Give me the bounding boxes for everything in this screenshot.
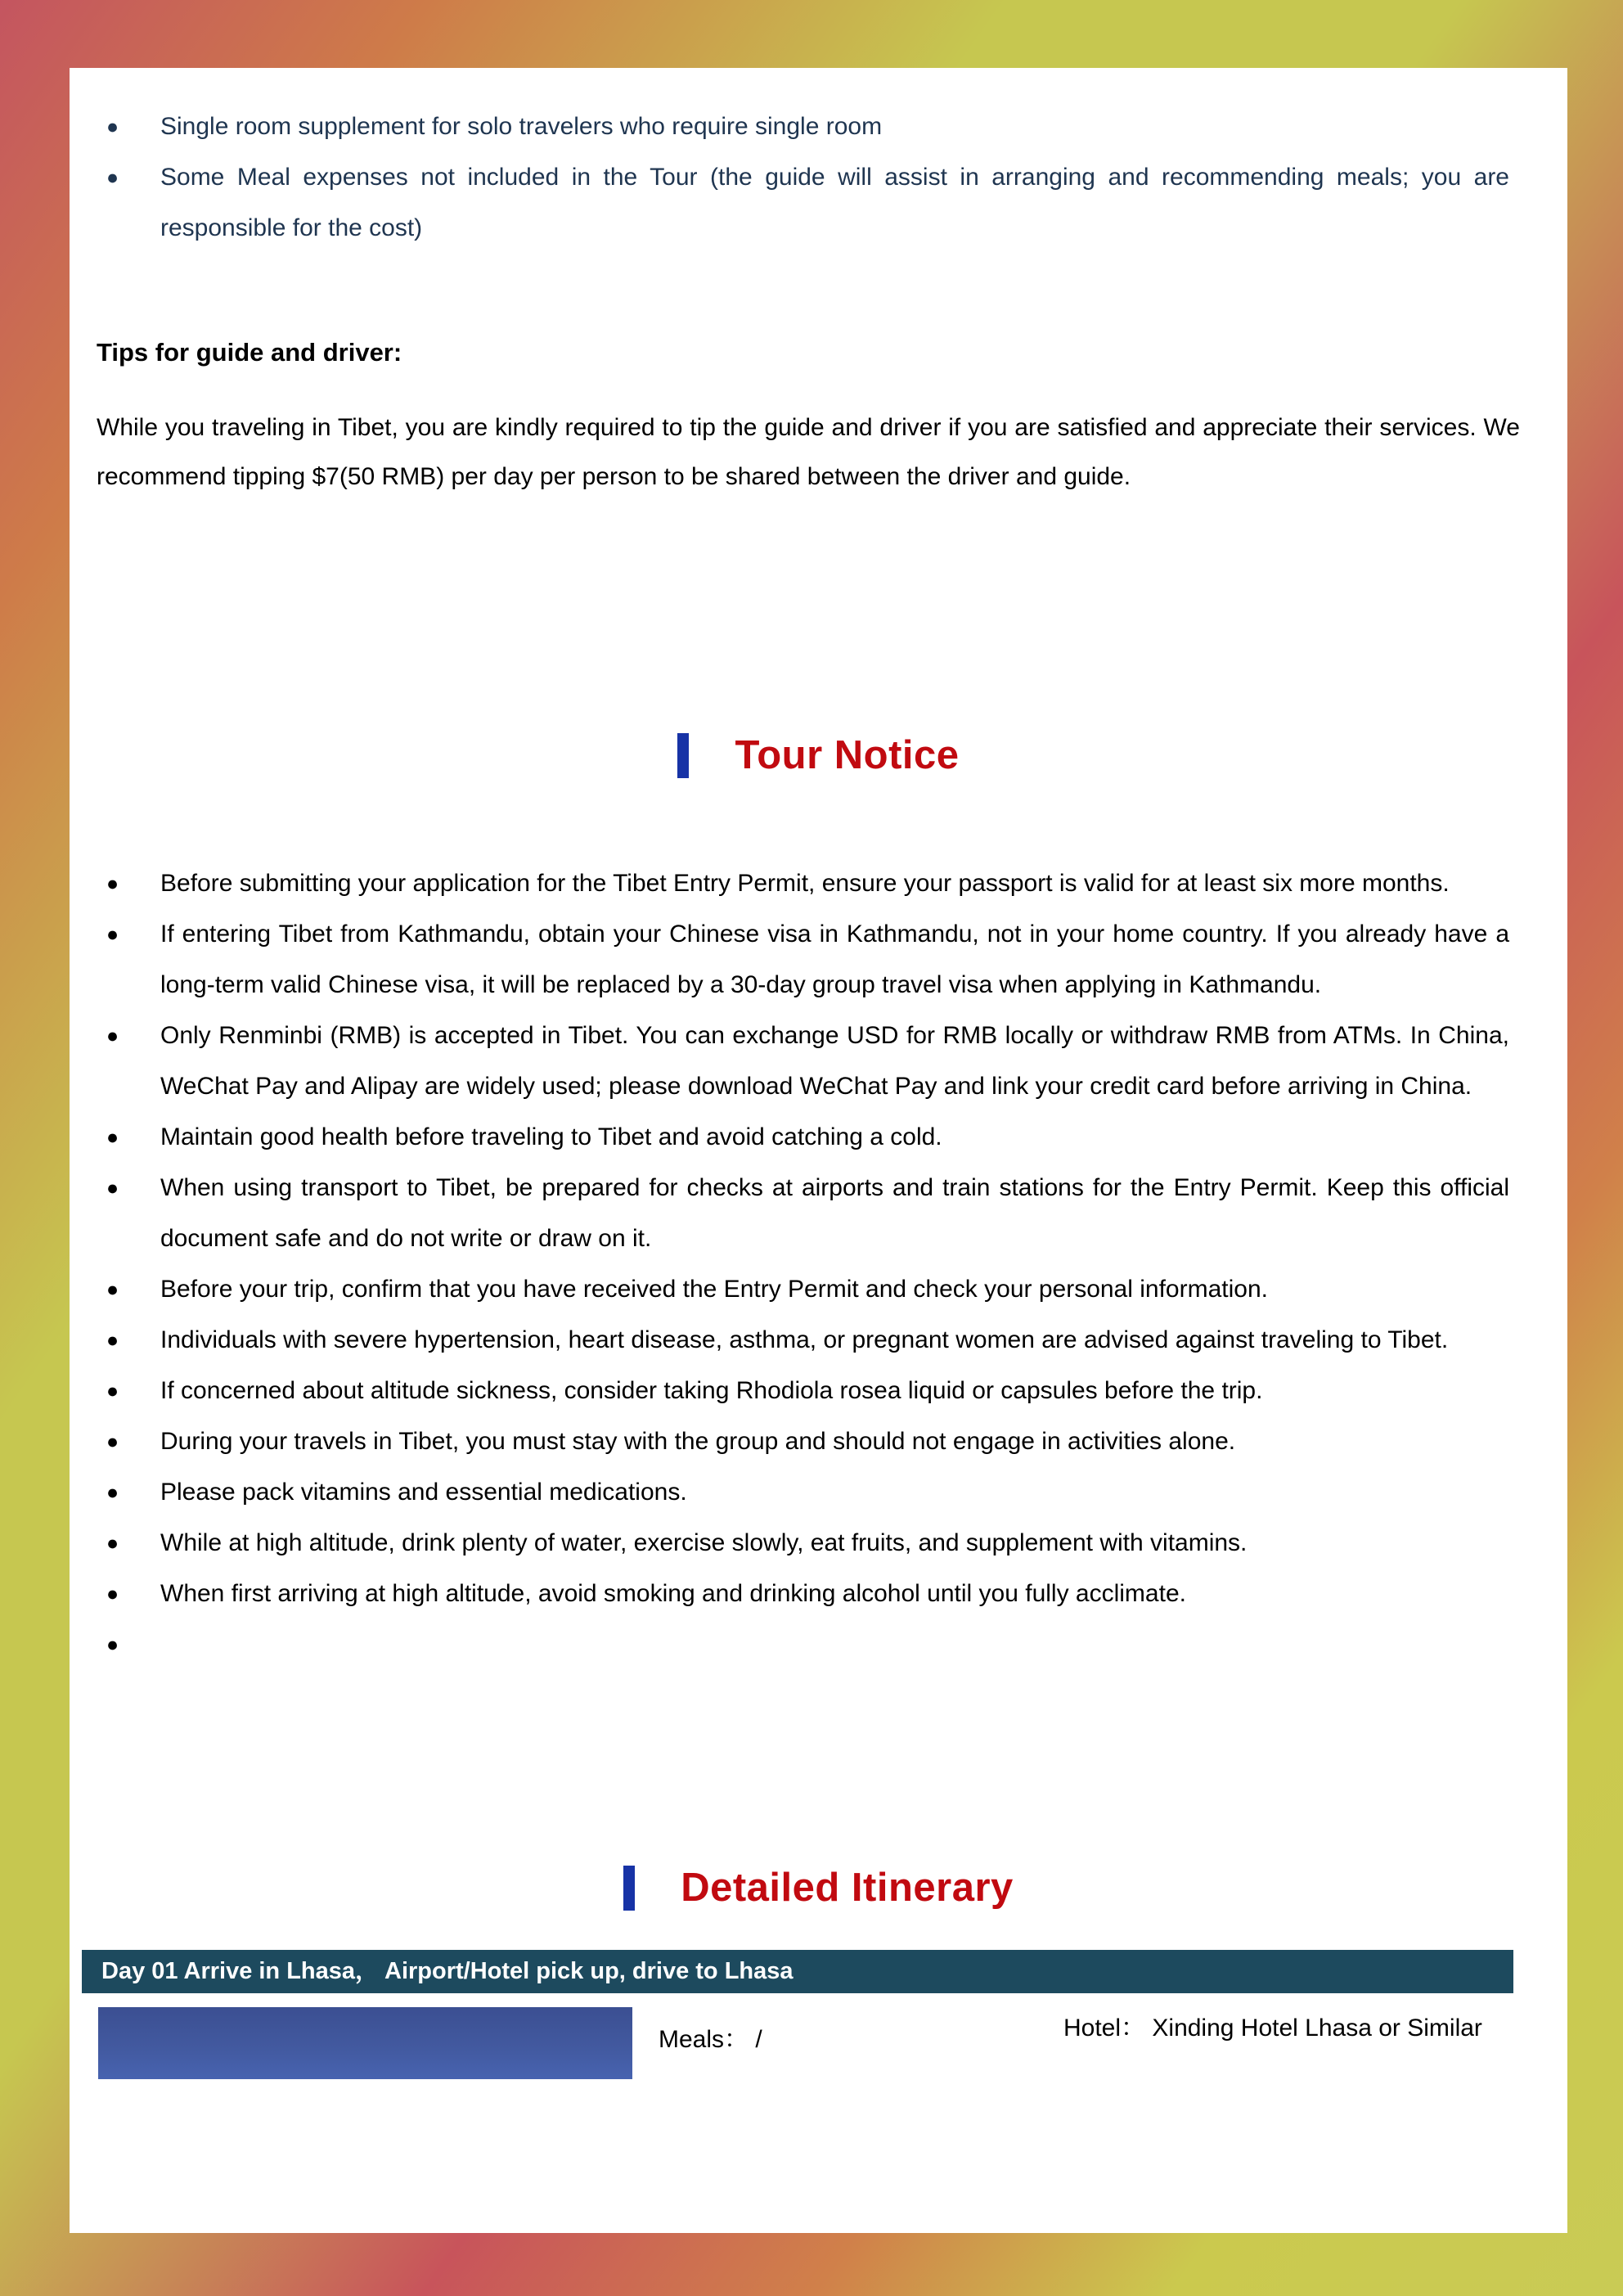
- list-item-text: When using transport to Tibet, be prepared for checks at airports and train stations for the Entry Permit. Keep this official document safe and do not write or draw on it.: [160, 1174, 1509, 1252]
- bullet-icon: ●: [106, 1177, 119, 1200]
- tour-notice-title: Tour Notice: [735, 733, 960, 777]
- bullet-icon: ●: [106, 1278, 119, 1301]
- tour-notice-bullet-list: [106, 858, 1509, 1656]
- tips-paragraph: While you traveling in Tibet, you are kindly required to tip the guide and driver if you are satisfied and appreciate their services. We recommend tipping $7(50 RMB) per day per person to be shared between the driver and guide.: [97, 414, 1520, 490]
- list-item-text: Maintain good health before traveling to Tibet and avoid catching a cold.: [160, 1123, 942, 1150]
- bullet-icon: ●: [106, 1633, 119, 1656]
- bullet-icon: ●: [106, 1329, 119, 1352]
- list-item: [106, 1366, 1509, 1416]
- meals-label: Meals：: [659, 2026, 749, 2053]
- detailed-itinerary-title: Detailed Itinerary: [681, 1866, 1014, 1910]
- list-item-text: During your travels in Tibet, you must stay with the group and should not engage in activities alone.: [160, 1428, 1236, 1455]
- list-item-text: Single room supplement for solo travelers who require single room: [160, 113, 883, 140]
- bullet-icon: ●: [106, 1532, 119, 1555]
- list-item: [106, 1163, 1509, 1264]
- list-item-text: While at high altitude, drink plenty of water, exercise slowly, eat fruits, and supplement with vitamins.: [160, 1529, 1248, 1556]
- hotel-label: Hotel：: [1063, 2015, 1146, 2042]
- list-item-text: Individuals with severe hypertension, heart disease, asthma, or pregnant women are advised against traveling to Tibet.: [160, 1326, 1449, 1353]
- list-item: [106, 1518, 1509, 1569]
- list-item-text: If entering Tibet from Kathmandu, obtain your Chinese visa in Kathmandu, not in your home country. If you already have a long-term valid Chinese visa, it will be replaced by a 30-day group travel visa when applying in Kathmandu.: [160, 921, 1509, 998]
- list-item: [106, 152, 1509, 254]
- list-item-text: Only Renminbi (RMB) is accepted in Tibet. You can exchange USD for RMB locally or withdraw RMB from ATMs. In China, WeChat Pay and Alipay are widely used; please download WeChat Pay and link your credit card before arriving in China.: [160, 1022, 1509, 1100]
- tour-notice-heading: [70, 732, 1567, 778]
- list-item: [106, 101, 1509, 152]
- bullet-icon: ●: [106, 872, 119, 895]
- bullet-icon: ●: [106, 1380, 119, 1402]
- list-item: [106, 909, 1509, 1011]
- day1-header-bar: Day 01 Arrive in Lhasa， Airport/Hotel pick up, drive to Lhasa: [82, 1950, 1513, 1993]
- list-item-text: Before your trip, confirm that you have received the Entry Permit and check your personal information.: [160, 1276, 1268, 1303]
- detailed-itinerary-heading: [70, 1865, 1567, 1911]
- bullet-icon: ●: [106, 166, 119, 189]
- bullet-icon: ●: [106, 1430, 119, 1453]
- list-item-text: Please pack vitamins and essential medications.: [160, 1479, 687, 1506]
- meals-value: /: [755, 2026, 762, 2053]
- document-page: [70, 68, 1567, 2233]
- list-item-text: Before submitting your application for the Tibet Entry Permit, ensure your passport is valid for at least six more months.: [160, 870, 1450, 897]
- bullet-icon: ●: [106, 1481, 119, 1504]
- list-item: [106, 1416, 1509, 1467]
- list-item: [106, 1112, 1509, 1163]
- tips-heading: Tips for guide and driver:: [97, 338, 402, 367]
- list-item: [106, 858, 1509, 909]
- meals-cell: [659, 2025, 762, 2055]
- list-item-text: When first arriving at high altitude, avoid smoking and drinking alcohol until you fully acclimate.: [160, 1580, 1186, 1607]
- bullet-icon: ●: [106, 923, 119, 946]
- list-item-text: If concerned about altitude sickness, consider taking Rhodiola rosea liquid or capsules before the trip.: [160, 1377, 1263, 1404]
- blue-image-placeholder: [98, 2007, 632, 2079]
- list-item-text: Some Meal expenses not included in the Tour (the guide will assist in arranging and recommending meals; you are responsible for the cost): [160, 164, 1509, 241]
- heading-accent-bar-icon: [623, 1866, 635, 1911]
- hotel-cell: [1063, 2006, 1497, 2051]
- list-item: [106, 1011, 1509, 1112]
- heading-accent-bar-icon: [677, 733, 689, 778]
- bullet-icon: ●: [106, 1582, 119, 1605]
- list-item: [106, 1467, 1509, 1518]
- bullet-icon: ●: [106, 115, 119, 138]
- list-item: [106, 1569, 1509, 1619]
- list-item: [106, 1264, 1509, 1315]
- bullet-icon: ●: [106, 1024, 119, 1047]
- list-item: [106, 1315, 1509, 1366]
- top-bullet-list: [106, 101, 1509, 254]
- bullet-icon: ●: [106, 1126, 119, 1149]
- hotel-value: Xinding Hotel Lhasa or Similar: [1152, 2015, 1482, 2042]
